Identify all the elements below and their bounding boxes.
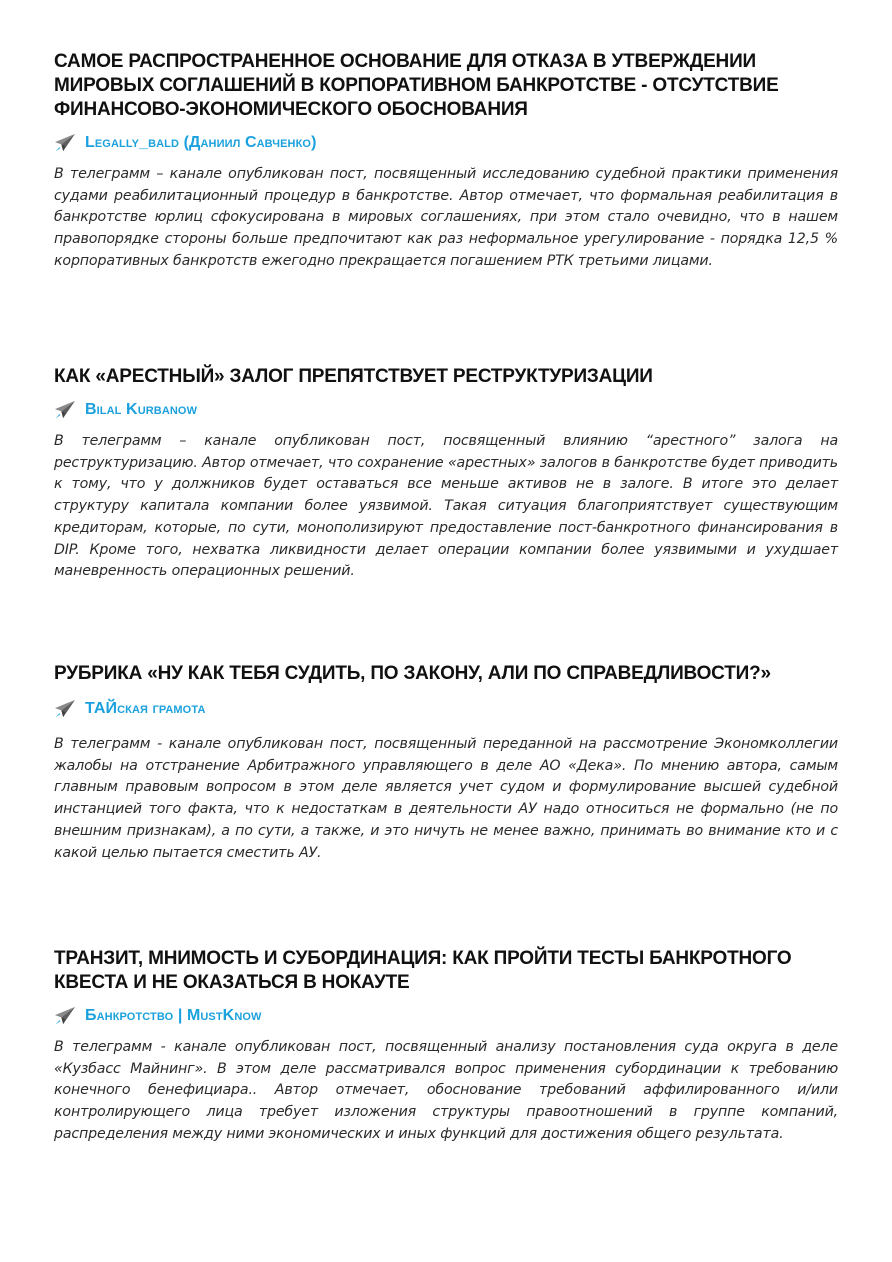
source-channel-link[interactable]: Банкротство | MustKnow xyxy=(85,1007,262,1024)
article-body: В телеграмм – канале опубликован пост, посвященный исследованию судебной практики применения судами реабилитационный процедур в банкротстве. Автор отмечает, что формальная реабилитация в банкротстве юрлиц сфокусирована в мировых соглашениях, при этом стало очевидно, что в нашем правопорядке стороны больше предпочитают как раз неформальное урегулирование - порядка 12,5 % корпоративных банкротств ежегодно прекращается погашением РТК третьими лицами. xyxy=(54,166,838,269)
telegram-paper-plane-icon xyxy=(54,400,76,420)
article-source xyxy=(54,399,838,421)
article-source xyxy=(54,698,838,720)
article-title: САМОЕ РАСПРОСТРАНЕННОЕ ОСНОВАНИЕ ДЛЯ ОТКАЗА В УТВЕРЖДЕНИИ МИРОВЫХ СОГЛАШЕНИЙ В КОРПОРАТИВНОМ БАНКРОТСТВЕ - ОТСУТСТВИЕ ФИНАНСОВО-ЭКОНОМИЧЕСКОГО ОБОСНОВАНИЯ xyxy=(54,51,779,120)
telegram-paper-plane-icon xyxy=(54,1006,76,1026)
article-title: РУБРИКА «НУ КАК ТЕБЯ СУДИТЬ, ПО ЗАКОНУ, АЛИ ПО СПРАВЕДЛИВОСТИ?» xyxy=(54,663,771,684)
article-body: В телеграмм - канале опубликован пост, посвященный анализу постановления суда округа в деле «Кузбасс Майнинг». В этом деле рассматривался вопрос применения субординации к требованию конечного бенефициара.. Автор отмечает, обоснование требований аффилированного и/или контролирующего лица требует изложения структуры правоотношений в группе компаний, распределения между ними экономических и иных функций для достижения общего результата. xyxy=(54,1039,838,1142)
article-title: КАК «АРЕСТНЫЙ» ЗАЛОГ ПРЕПЯТСТВУЕТ РЕСТРУКТУРИЗАЦИИ xyxy=(54,366,653,387)
article-2 xyxy=(54,365,838,583)
source-channel-link[interactable]: ТАЙская грамота xyxy=(85,700,206,717)
article-source xyxy=(54,132,838,154)
article-1 xyxy=(54,50,838,273)
telegram-paper-plane-icon xyxy=(54,133,76,153)
article-4 xyxy=(54,947,838,1146)
article-source xyxy=(54,1005,838,1027)
telegram-paper-plane-icon xyxy=(54,699,76,719)
article-3 xyxy=(54,662,838,864)
source-channel-link[interactable]: Bilal Kurbanow xyxy=(85,401,198,418)
article-body: В телеграмм - канале опубликован пост, посвященный переданной на рассмотрение Экономколлегии жалобы на отстранение Арбитражного управляющего в деле АО «Дека». По мнению автора, самым главным правовым вопросом в этом деле является учет судом и формулирование высшей судебной инстанцией того факта, что к недостаткам в деятельности АУ надо относиться не формально (не по внешним признакам), а по сути, а также, и это ничуть не менее важно, принимать во внимание кто и с какой целью пытается сместить АУ. xyxy=(54,736,838,861)
article-title: ТРАНЗИТ, МНИМОСТЬ И СУБОРДИНАЦИЯ: КАК ПРОЙТИ ТЕСТЫ БАНКРОТНОГО КВЕСТА И НЕ ОКАЗАТЬСЯ В НОКАУТЕ xyxy=(54,948,792,993)
source-channel-link[interactable]: Legally_bald (Даниил Савченко) xyxy=(85,134,317,151)
article-body: В телеграмм – канале опубликован пост, посвященный влиянию “арестного” залога на реструктуризацию. Автор отмечает, что сохранение «арестных» залогов в банкротстве будет приводить к тому, что у должников будет оставаться все меньше активов не в залоге. В итоге это делает структуру капитала компании более уязвимой. Такая ситуация благоприятствует существующим кредиторам, которые, по сути, монополизируют предоставление пост-банкротного финансирования в DIP. Кроме того, нехватка ликвидности делает операции компании более уязвимыми и ухудшает маневренность операционных решений. xyxy=(54,433,838,580)
